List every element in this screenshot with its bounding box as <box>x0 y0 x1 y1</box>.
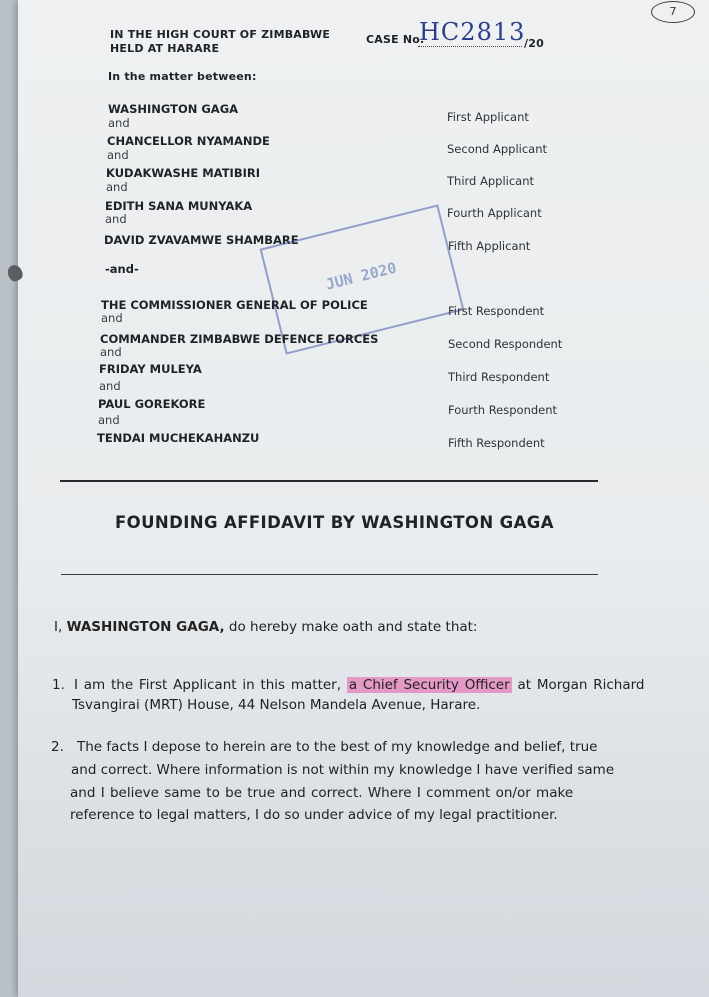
paragraph-2-line-2: and correct. Where information is not within my knowledge I have verified same <box>71 762 615 778</box>
deponent-name: WASHINGTON GAGA, <box>66 619 225 635</box>
paragraph-number: 1. <box>52 677 65 693</box>
applicant-name: WASHINGTON GAGA <box>108 102 239 116</box>
document-title: FOUNDING AFFIDAVIT BY WASHINGTON GAGA <box>115 513 554 532</box>
applicant-role: Third Applicant <box>447 174 535 188</box>
paragraph-1-line-2: Tsvangirai (MRT) House, 44 Nelson Mandela Avenue, Harare. <box>72 697 481 713</box>
and-connector: and <box>99 379 121 393</box>
paragraph-2-line-1: The facts I depose to herein are to the best of my knowledge and belief, true <box>77 739 598 755</box>
paragraph-2-line-4: reference to legal matters, I do so under advice of my legal practitioner. <box>70 807 558 823</box>
applicant-role: Fourth Applicant <box>447 206 542 220</box>
respondent-role: First Respondent <box>448 304 545 318</box>
paragraph-2-line-3: and I believe same to be true and correct. Where I comment on/or make <box>70 785 574 801</box>
matter-intro: In the matter between: <box>108 70 257 83</box>
respondent-name: THE COMMISSIONER GENERAL OF POLICE <box>101 298 368 312</box>
respondent-name: COMMANDER ZIMBABWE DEFENCE FORCES <box>100 332 379 346</box>
and-connector: and <box>108 116 130 130</box>
applicant-name: KUDAKWASHE MATIBIRI <box>106 166 260 180</box>
respondent-role: Fourth Respondent <box>448 403 558 417</box>
respondent-name: TENDAI MUCHEKAHANZU <box>97 431 260 445</box>
applicant-role: First Applicant <box>447 110 529 124</box>
respondent-role: Third Respondent <box>448 370 550 384</box>
highlighted-text: a Chief Security Officer <box>348 677 510 693</box>
and-connector: and <box>100 345 122 359</box>
respondent-name: PAUL GOREKORE <box>98 397 206 411</box>
case-year: /20 <box>524 37 544 50</box>
and-connector: and <box>107 148 129 162</box>
applicant-name: EDITH SANA MUNYAKA <box>105 199 253 213</box>
and-connector: and <box>98 413 120 427</box>
and-connector: and <box>106 180 128 194</box>
applicant-name: DAVID ZVAVAMWE SHAMBARE <box>104 233 299 247</box>
paragraph-number: 2. <box>51 739 64 755</box>
and-connector: and <box>105 212 127 226</box>
case-number-line <box>418 46 522 47</box>
paragraph-1-line-1: I am the First Applicant in this matter, a Chief Security Officer at Morgan Richard <box>74 677 645 693</box>
applicant-role: Second Applicant <box>447 142 548 156</box>
respondent-name: FRIDAY MULEYA <box>99 362 202 376</box>
applicant-role: Fifth Applicant <box>448 239 531 253</box>
page-number: 7 <box>651 1 695 23</box>
case-label: CASE No. <box>366 33 425 46</box>
respondent-role: Second Respondent <box>448 337 563 351</box>
and-connector: and <box>101 311 123 325</box>
court-name: IN THE HIGH COURT OF ZIMBABWE <box>110 28 331 41</box>
title-rule-top <box>60 480 598 482</box>
case-number-handwritten: HC2813 <box>419 18 526 46</box>
title-rule-bottom <box>61 574 598 575</box>
oath-statement: I, WASHINGTON GAGA, do hereby make oath and state that: <box>54 619 478 635</box>
applicant-name: CHANCELLOR NYAMANDE <box>107 134 270 148</box>
court-location: HELD AT HARARE <box>110 42 220 55</box>
stamp-date: JUN 2020 <box>323 258 399 294</box>
affidavit-page <box>18 0 709 997</box>
and-separator: -and- <box>105 262 139 276</box>
respondent-role: Fifth Respondent <box>448 436 545 450</box>
